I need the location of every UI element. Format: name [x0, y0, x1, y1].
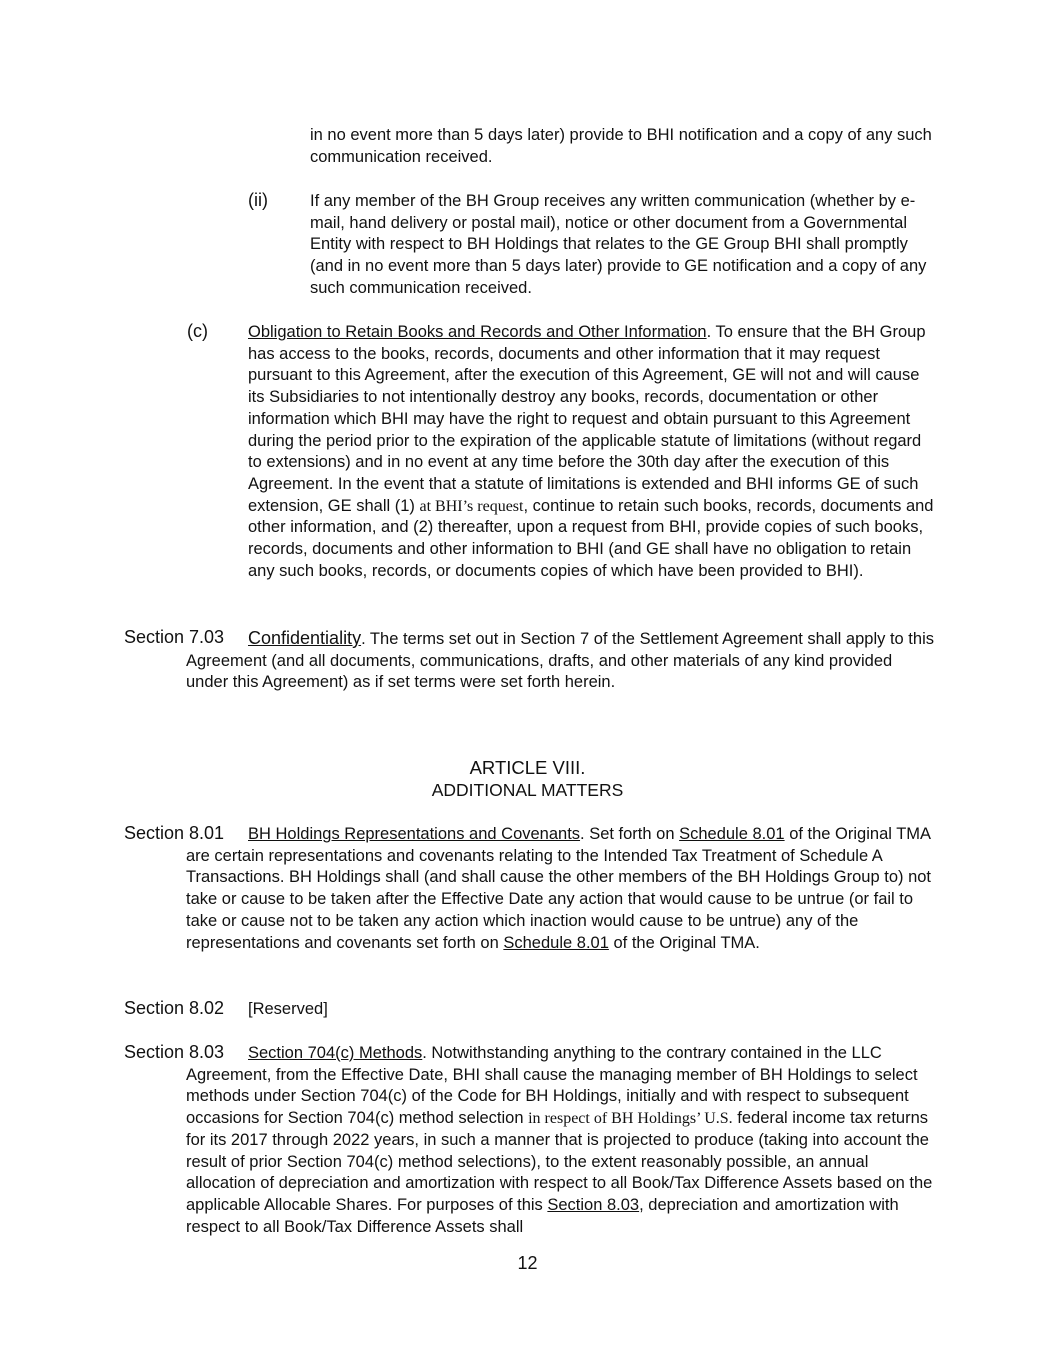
item-c-heading: Obligation to Retain Books and Records and Other Information: [248, 323, 707, 341]
item-c-text-serif: at BHI’s request: [419, 497, 524, 515]
section-8-03-paragraph: [186, 1043, 938, 1238]
schedule-8-01-link-2[interactable]: Schedule 8.01: [503, 933, 609, 952]
section-7-03-paragraph: [186, 628, 938, 694]
item-c-text-1: . To ensure that the BH Group has access to the books, records, documents and other information that it may request pursuant to this Agreement, after the execution of this Agreement, GE will not and will cause its Subsidiaries to not intentionally destroy any books, records, documentation or other information which BHI may have the right to request and obtain pursuant to this Agreement during the period prior to the expiration of the applicable statute of limitations (without regard to extensions) and in no event at any time before the 30th day after the execution of this Agreement. In the event that a statute of limitations is extended and BHI informs GE of such extension, GE shall (1): [248, 323, 926, 515]
section-8-01-text-1: . Set forth on: [580, 825, 680, 843]
continuation-paragraph: in no event more than 5 days later) provide to BHI notification and a copy of any such communication received.: [310, 126, 932, 166]
item-ii-marker: (ii): [248, 190, 268, 210]
section-8-01-heading: BH Holdings Representations and Covenants: [248, 825, 581, 843]
article-subtitle: ADDITIONAL MATTERS: [431, 780, 624, 800]
section-8-01-text-2: of the Original TMA are certain representations and covenants relating to the Intended Tax Treatment of Schedule A Transactions. BH Holdings shall (and shall cause the other members of the BH Holdings Group to) not take or cause to be taken after the Effective Date any action that would cause to be untrue (or fail to take or cause not to be taken any action which inaction would cause to be untrue) any of the representations and covenants set forth on: [186, 825, 932, 952]
section-8-03-text-1: . Notwithstanding anything to the contrary contained in the LLC Agreement, from the Effective Date, BHI shall cause the managing member of BH Holdings to select methods under Section 704(c) of the Code for BH Holdings, initially and with respect to subsequent occasions for Section 704(c) method selection: [186, 1044, 918, 1128]
section-7-03-label: Section 7.03: [124, 627, 225, 647]
schedule-8-01-link-1[interactable]: Schedule 8.01: [679, 825, 785, 843]
section-8-03-heading: Section 704(c) Methods: [248, 1044, 423, 1062]
section-8-03-link[interactable]: Section 8.03: [547, 1195, 640, 1214]
item-ii-paragraph: If any member of the BH Group receives any written communication (whether by e-mail, hand delivery or postal mail), notice or other document from a Governmental Entity with respect to BH Holdings that relates to the GE Group BHI shall promptly (and in no event more than 5 days later) provide to GE notification and a copy of any such communication received.: [310, 192, 927, 297]
section-8-01-text-3: of the Original TMA.: [608, 933, 760, 952]
section-8-03-text-serif: in respect of BH Holdings’ U.S.: [528, 1110, 733, 1128]
section-8-02-text: [Reserved]: [248, 1000, 328, 1018]
page-number: 12: [517, 1253, 538, 1273]
item-c-text-2: , continue to retain such books, records, documents and other information, and (2) thereafter, upon a request from BHI, provide copies of such books, records, documents and other information to BHI (and GE shall have no obligation to retain any such books, records, or documents copies of which have been provided to BHI).: [248, 496, 934, 580]
section-8-03-label: Section 8.03: [124, 1042, 225, 1062]
section-7-03-heading: Confidentiality: [248, 628, 362, 648]
item-c-paragraph: [248, 322, 938, 582]
article-title: ARTICLE VIII.: [469, 757, 586, 778]
section-8-03-text-2: federal income tax returns for its 2017 through 2022 years, in such a manner that is projected to produce (taking into account the result of prior Section 704(c) method selections), to the extent reasonably possible, an annual allocation of depreciation and amortization with respect to all Book/Tax Difference Assets based on the applicable Allocable Shares. For purposes of this: [186, 1109, 933, 1214]
item-c-marker: (c): [187, 321, 208, 341]
section-7-03-text: . The terms set out in Section 7 of the Settlement Agreement shall apply to this Agreement (and all documents, communications, drafts, and other materials of any kind provided under this Agreement) as if set terms were set forth herein.: [186, 630, 934, 692]
section-8-02-label: Section 8.02: [124, 998, 225, 1018]
section-8-03-text-3: , depreciation and amortization with respect to all Book/Tax Difference Assets shall: [186, 1195, 899, 1236]
section-8-01-paragraph: [186, 824, 938, 954]
section-8-01-label: Section 8.01: [124, 823, 225, 843]
